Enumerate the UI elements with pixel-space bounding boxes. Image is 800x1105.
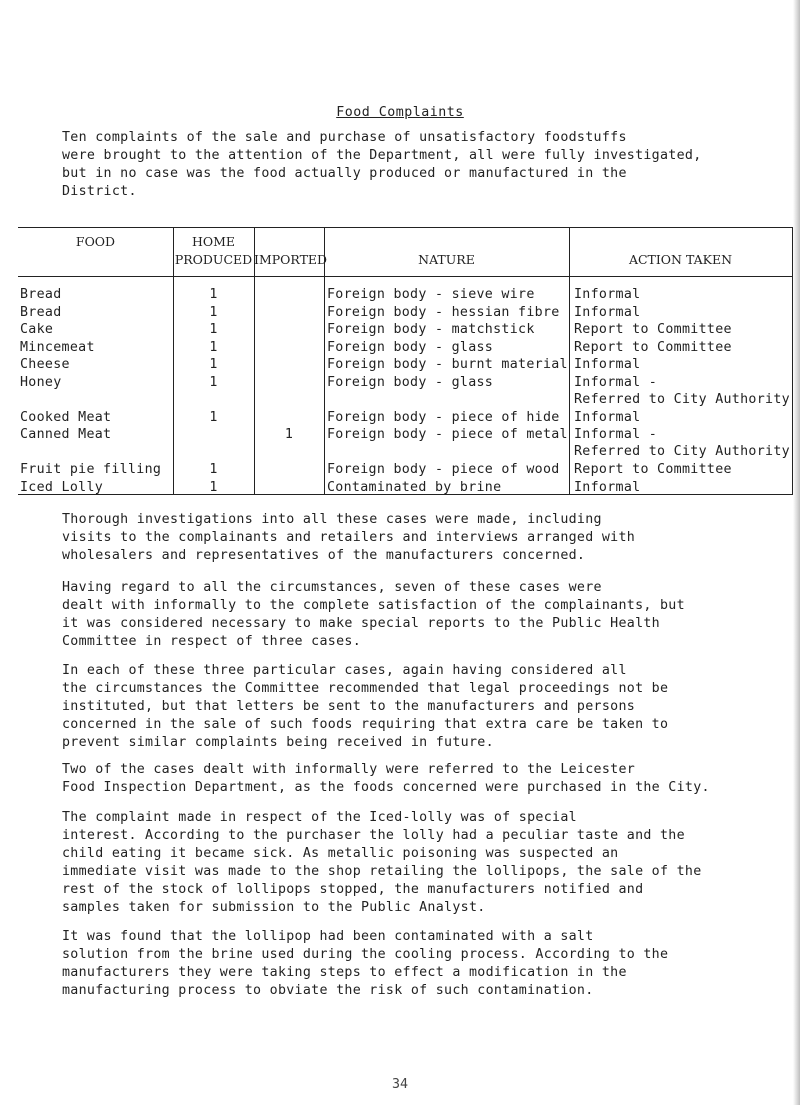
cell-action: Informal [574,304,641,320]
cell-action: Informal [574,479,641,495]
cell-home: 1 [209,304,218,320]
intro-paragraph: Ten complaints of the sale and purchase of unsatisfactory foodstuffs were brought to the attention of the Department, all were fully investigated, but in no case was the food actually produced or manufactured in the District. [62,130,702,199]
cell-food: Fruit pie filling [20,462,162,477]
cell-home: 1 [209,462,218,477]
cell-food: Bread [20,304,62,320]
paragraph-iced-lolly: The complaint made in respect of the Iced-lolly was of special interest. According to the purchaser the lolly had a peculiar taste and the child eating it became sick. As metallic poisoning was suspected an immediate visit was made to the shop retailing the lollipops, the sale of the rest of the stock of lollipops stopped, the manufacturers notified and samples taken for submission to the Public Analyst. [62,810,702,915]
cell-nature: Foreign body - piece of metal [327,427,568,442]
paragraph-contamination: It was found that the lollipop had been contaminated with a salt solution from the brine used during the cooling process. According to the manufacturers they were taking steps to effect a modification in the manufacturing process to obviate the risk of such contamination. [62,929,669,998]
cell-nature: Foreign body - hessian fibre [327,304,560,320]
cell-food: Canned Meat [20,427,112,442]
cell-action: Report to Committee [574,322,732,337]
cell-food: Cheese [20,357,70,372]
cell-nature: Foreign body - piece of wood [327,462,560,477]
cell-action: Informal [574,409,641,425]
cell-action: Informal - Referred to City Authority [574,374,790,407]
cell-nature: Foreign body - sieve wire [327,287,535,302]
cell-action: Report to Committee [574,462,732,477]
cell-action: Informal [574,357,641,372]
cell-food: Mincemeat [20,339,95,355]
cell-food: Cake [20,322,54,337]
cell-action: Report to Committee [574,339,732,355]
page-number: 34 [391,1077,408,1092]
cell-home: 1 [209,374,218,390]
cell-nature: Foreign body - piece of hide [327,409,560,425]
scan-edge-shadow [793,0,800,1105]
cell-food: Bread [20,287,62,302]
header-nature: NATURE [418,252,475,267]
paragraph-committee: In each of these three particular cases, again having considered all the circumstances the Committee recommended that legal proceedings not be instituted, but that letters be sent to the manufacturers and persons concerned in the sale of such foods requiring that extra care be taken to prevent similar complaints being received in future. [62,663,669,750]
cell-nature: Contaminated by brine [327,479,502,495]
cell-home: 1 [209,287,218,302]
cell-food: Cooked Meat [20,409,112,425]
paragraph-leicester: Two of the cases dealt with informally were referred to the Leicester Food Inspection Department, as the foods concerned were purchased in the City. [62,762,710,795]
header-imported: IMPORTED [254,252,328,267]
cell-action: Informal - Referred to City Authority [574,427,790,460]
cell-home: 1 [209,322,218,337]
complaints-table [18,227,793,495]
cell-nature: Foreign body - glass [327,374,494,390]
header-action-taken: ACTION TAKEN [628,252,733,267]
cell-home: 1 [209,357,218,372]
header-food: FOOD [75,234,116,249]
cell-home: 1 [209,339,218,355]
cell-home: 1 [209,409,218,425]
cell-nature: Foreign body - burnt material [327,357,568,372]
cell-action: Informal [574,287,641,302]
cell-imported: 1 [284,427,294,442]
cell-food: Iced Lolly [20,479,104,495]
header-home-produced: HOME PRODUCED [174,234,253,267]
cell-nature: Foreign body - glass [327,339,494,355]
cell-nature: Foreign body - matchstick [327,322,535,337]
paragraph-investigations: Thorough investigations into all these cases were made, including visits to the complainants and retailers and interviews arranged with wholesalers and representatives of the manufacturers concerned. [62,512,636,563]
paragraph-informal-cases: Having regard to all the circumstances, seven of these cases were dealt with informally to the complete satisfaction of the complainants, but it was considered necessary to make special reports to the Public Health Committee in respect of three cases. [62,580,685,649]
page-title: Food Complaints [336,105,464,120]
cell-home: 1 [209,479,218,495]
cell-food: Honey [20,374,62,390]
